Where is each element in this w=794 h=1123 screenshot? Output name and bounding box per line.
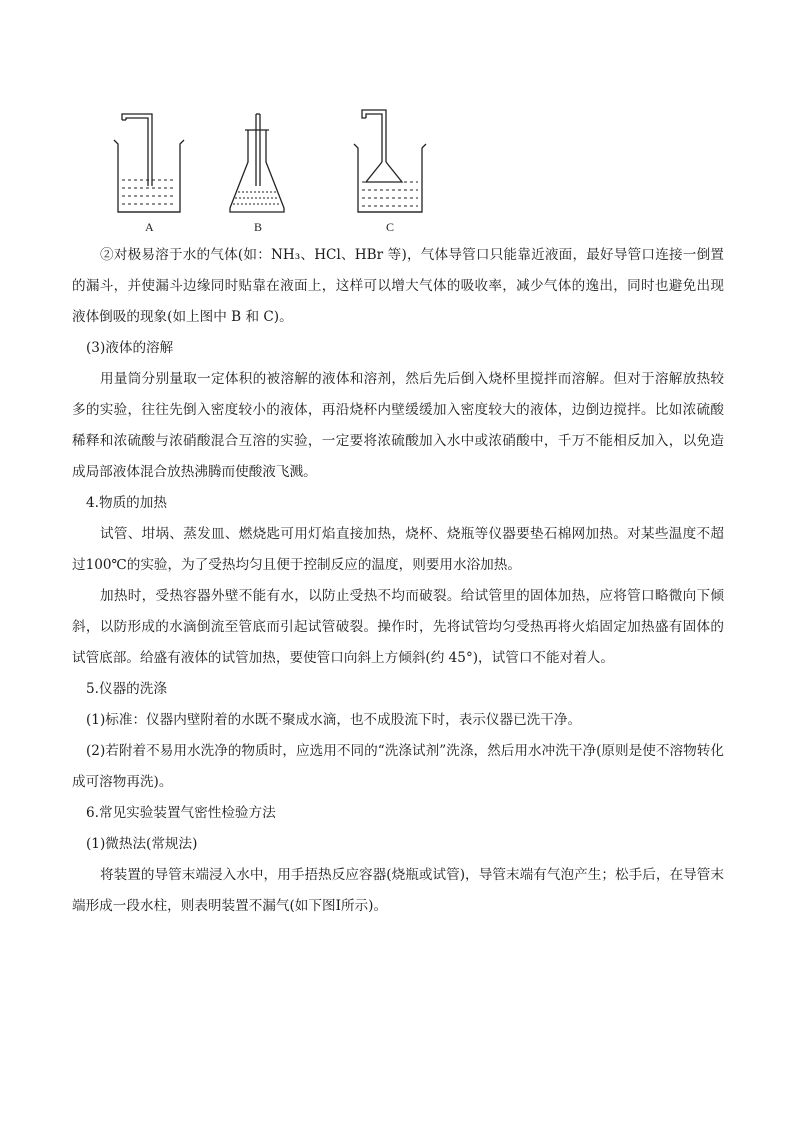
paragraph-heating-2: 加热时，受热容器外壁不能有水，以防止受热不均而破裂。给试管里的固体加热，应将管口略微向下倾斜，以防形成的水滴倒流至管底而引起试管破裂。操作时，先将试管均匀受热再将火焰固定加热盛有固体的试管底部。给盛有液体的试管加热，要使管口向斜上方倾斜(约 45°)，试管口不能对着人。 bbox=[72, 588, 724, 666]
paragraph-washing-reagent: (2)若附着不易用水洗净的物质时，应选用不同的“洗涤试剂”洗涤，然后用水冲洗干净(原则是使不溶物转化成可溶物再洗)。 bbox=[72, 743, 724, 790]
paragraph-micro-heat: 将装置的导管末端浸入水中，用手捂热反应容器(烧瓶或试管)，导管末端有气泡产生；松手后，在导管末端形成一段水柱，则表明装置不漏气(如下图Ⅰ所示)。 bbox=[72, 867, 724, 914]
paragraph-heating-1: 试管、坩埚、蒸发皿、燃烧匙可用灯焰直接加热，烧杯、烧瓶等仪器要垫石棉网加热。对某些温度不超过100℃的实验，为了受热均匀且便于控制反应的温度，则要用水浴加热。 bbox=[72, 526, 724, 573]
heading-airtightness: 6.常见实验装置气密性检验方法 bbox=[86, 805, 276, 821]
apparatus-diagram bbox=[100, 108, 440, 220]
label-c: C bbox=[386, 220, 395, 234]
body-text bbox=[72, 240, 724, 922]
paragraph-liquid-dissolution: 用量筒分别量取一定体积的被溶解的液体和溶剂，然后先后倒入烧杯里搅拌而溶解。但对于溶解放热较多的实验，往往先倒入密度较小的液体，再沿烧杯内壁缓缓加入密度较大的液体，边倒边搅拌。比如浓硫酸稀释和浓硫酸与浓硝酸混合互溶的实验，一定要将浓硫酸加入水中或浓硝酸中，千万不能相反加入，以免造成局部液体混合放热沸腾而使酸液飞溅。 bbox=[72, 371, 724, 480]
heading-heating: 4.物质的加热 bbox=[86, 495, 167, 511]
beaker-c bbox=[354, 110, 426, 212]
heading-micro-heat: (1)微热法(常规法) bbox=[86, 836, 198, 852]
paragraph-washing-standard: (1)标准：仪器内壁附着的水既不聚成水滴，也不成股流下时，表示仪器已洗干净。 bbox=[86, 712, 582, 728]
label-b: B bbox=[254, 220, 263, 234]
flask-b bbox=[230, 114, 284, 212]
beaker-a bbox=[114, 114, 184, 212]
paragraph-gas-absorption: ②对极易溶于水的气体(如：NH₃、HCl、HBr 等)，气体导管口只能靠近液面，最好导管口连接一倒置的漏斗，并使漏斗边缘同时贴靠在液面上，这样可以增大气体的吸收率，减少气体的逸出，同时也避免出现液体倒吸的现象(如上图中 B 和 C)。 bbox=[72, 247, 724, 325]
heading-liquid-dissolution: (3)液体的溶解 bbox=[86, 340, 174, 356]
heading-washing: 5.仪器的洗涤 bbox=[86, 681, 167, 697]
gas-absorption-figure bbox=[100, 108, 440, 236]
label-a: A bbox=[145, 220, 154, 234]
